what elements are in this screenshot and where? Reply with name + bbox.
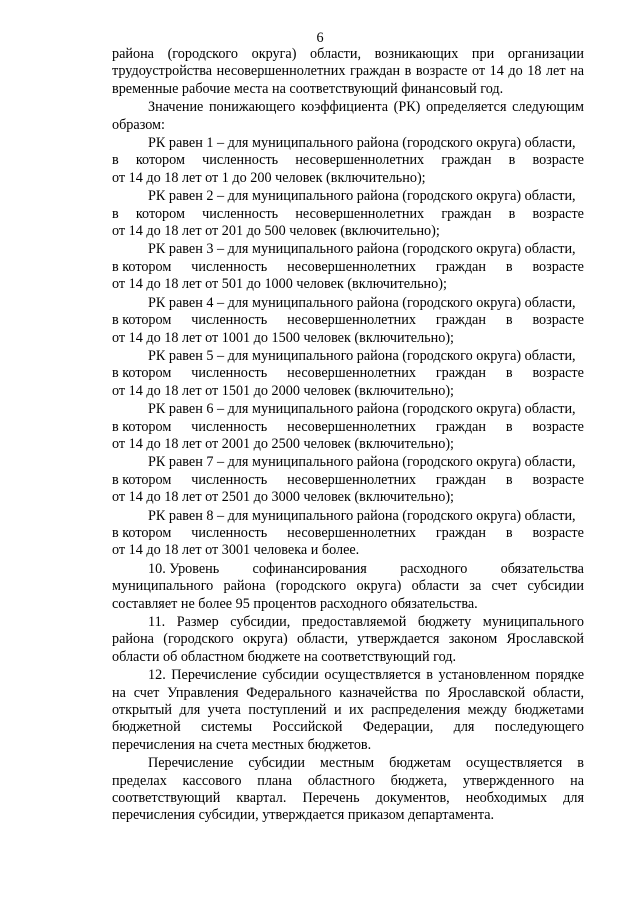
coefficient-item-word: несовершеннолетних [287, 471, 416, 488]
coefficient-item-word: возрасте [532, 365, 584, 382]
coefficient-item-line3: от 14 до 18 лет от 501 до 1000 человек (включительно); [112, 276, 447, 293]
coefficient-item-line2 [112, 525, 584, 542]
coefficient-item-word: в [505, 312, 513, 329]
coefficient-item-word: возрасте [532, 152, 584, 169]
coefficient-item-word: граждан [435, 312, 486, 329]
coefficient-item-word: граждан [435, 524, 486, 541]
coefficient-item-word: численность [191, 418, 268, 435]
coefficient-item-line3: от 14 до 18 лет от 1001 до 1500 человек (включительно); [112, 329, 455, 346]
coefficient-item [112, 401, 584, 453]
coefficient-item-word: численность [202, 205, 279, 222]
coefficient-item-word: граждан [435, 471, 486, 488]
coefficient-item-line1: РК равен 4 – для муниципального района (городского округа) области, [148, 294, 576, 311]
coefficient-item-word: несовершеннолетних [287, 258, 416, 275]
coefficient-item-word: численность [191, 312, 268, 329]
coefficient-item-word: граждан [435, 418, 486, 435]
coefficient-item-word: в [508, 205, 516, 222]
coefficient-item-word: возрасте [532, 205, 584, 222]
coefficient-item-word: в [505, 471, 513, 488]
coefficient-item-line2 [112, 419, 584, 436]
item-10-word: расходного [400, 560, 468, 577]
coefficient-item-word: в котором [112, 418, 172, 435]
coefficient-item-line2 [112, 312, 584, 329]
coefficient-item-word: в котором [112, 524, 172, 541]
coefficient-item [112, 188, 584, 240]
coefficient-item-word: несовершеннолетних [295, 152, 425, 169]
page-number: 6 [316, 30, 324, 46]
coefficient-item-line1: РК равен 5 – для муниципального района (городского округа) области, [148, 347, 576, 364]
coefficient-item-word: несовершеннолетних [295, 205, 425, 222]
coefficient-item [112, 508, 584, 560]
coefficient-item [112, 348, 584, 400]
coefficient-item-word: в [112, 152, 119, 169]
coefficient-item-word: численность [191, 365, 268, 382]
coefficient-item-word: в котором [112, 471, 172, 488]
coefficient-item-word: численность [191, 258, 268, 275]
coefficient-item-word: в котором [112, 258, 172, 275]
coefficient-item-line1: РК равен 7 – для муниципального района (городского округа) области, [148, 454, 576, 471]
coefficient-item-line1: РК равен 3 – для муниципального района (городского округа) области, [148, 241, 576, 258]
paragraph-item-11: 11. Размер субсидии, предоставляемой бюджету муниципального района (городского округа) области, утверждается законом Ярославской области об областном бюджете на соответствующий год. [112, 614, 584, 665]
coefficient-item-word: в [505, 524, 513, 541]
coefficient-item-word: в котором [112, 312, 172, 329]
coefficient-item-word: численность [191, 524, 268, 541]
item-10-rest: муниципального района (городского округа) области за счет субсидии составляет не более 95 процентов расходного обязательства. [112, 578, 584, 612]
coefficient-item-line1: РК равен 6 – для муниципального района (городского округа) области, [148, 401, 576, 418]
coefficient-item-line3: от 14 до 18 лет от 2001 до 2500 человек (включительно); [112, 435, 455, 452]
coefficient-item-word: граждан [435, 258, 486, 275]
coefficient-item-word: возрасте [532, 524, 584, 541]
item-10-first-line [112, 561, 584, 578]
coefficient-item-word: в котором [112, 365, 172, 382]
coefficient-item-line2 [112, 152, 584, 169]
coefficient-item-word: несовершеннолетних [287, 312, 416, 329]
document-body [112, 46, 584, 826]
coefficient-item-line3: от 14 до 18 лет от 2501 до 3000 человек (включительно); [112, 489, 455, 506]
coefficient-item-word: граждан [435, 365, 486, 382]
item-10-word: обязательства [500, 560, 584, 577]
paragraph-transfer: Перечисление субсидии местным бюджетам осуществляется в пределах кассового плана областного бюджета, утвержденного на соответствующий квартал. Перечень документов, необходимых для перечисления субсидии, утверждается приказом департамента. [112, 755, 584, 824]
coefficient-item-word: в [112, 205, 119, 222]
coefficient-item-line3: от 14 до 18 лет от 1 до 200 человек (включительно); [112, 169, 426, 186]
coefficient-item-word: численность [191, 471, 268, 488]
coefficient-item-line2 [112, 365, 584, 382]
coefficient-item-word: котором [135, 205, 185, 222]
coefficient-item-line2 [112, 472, 584, 489]
coefficient-item-word: несовершеннолетних [287, 524, 416, 541]
coefficient-item-line1: РК равен 1 – для муниципального района (городского округа) области, [148, 135, 576, 152]
coefficient-item-line1: РК равен 8 – для муниципального района (городского округа) области, [148, 507, 576, 524]
paragraph-coefficient-definition: Значение понижающего коэффициента (РК) определяется следующим образом: [112, 99, 584, 133]
coefficient-item-line2 [112, 259, 584, 276]
coefficient-item-word: в [508, 152, 516, 169]
coefficient-item-word: несовершеннолетних [287, 418, 416, 435]
coefficient-item-word: в [505, 258, 513, 275]
coefficient-item-word: в [505, 365, 513, 382]
paragraph-item-12: 12. Перечисление субсидии осуществляется в установленном порядке на счет Управления Федерального казначейства по Ярославской области, открытый для учета поступлений и их распределения между бюджетами бюджетной системы Российской Федерации, для последующего перечисления на счета местных бюджетов. [112, 667, 584, 753]
coefficient-item-word: численность [202, 152, 279, 169]
coefficient-item-word: граждан [441, 152, 492, 169]
coefficient-item-word: несовершеннолетних [287, 365, 416, 382]
coefficient-list [112, 135, 584, 560]
coefficient-item-line1: РК равен 2 – для муниципального района (городского округа) области, [148, 188, 576, 205]
coefficient-item-word: в [505, 418, 513, 435]
paragraph-intro-continuation: района (городского округа) области, возникающих при организации трудоустройства несовершеннолетних граждан в возрасте от 14 до 18 лет на временные рабочие места на соответствующий финансовый год. [112, 46, 584, 97]
paragraph-item-10 [112, 561, 584, 613]
coefficient-item-line2 [112, 206, 584, 223]
coefficient-item [112, 454, 584, 506]
item-10-word: софинансирования [252, 560, 367, 577]
coefficient-item [112, 135, 584, 187]
coefficient-item-line3: от 14 до 18 лет от 201 до 500 человек (включительно); [112, 223, 440, 240]
coefficient-item-word: возрасте [532, 418, 584, 435]
item-10-word: 10. Уровень [148, 560, 220, 577]
coefficient-item [112, 295, 584, 347]
coefficient-item-word: граждан [441, 205, 492, 222]
coefficient-item-word: возрасте [532, 471, 584, 488]
coefficient-item-word: возрасте [532, 258, 584, 275]
coefficient-item-line3: от 14 до 18 лет от 1501 до 2000 человек (включительно); [112, 382, 455, 399]
coefficient-item-word: возрасте [532, 312, 584, 329]
coefficient-item-line3: от 14 до 18 лет от 3001 человека и более. [112, 542, 360, 559]
coefficient-item-word: котором [135, 152, 185, 169]
coefficient-item [112, 241, 584, 293]
